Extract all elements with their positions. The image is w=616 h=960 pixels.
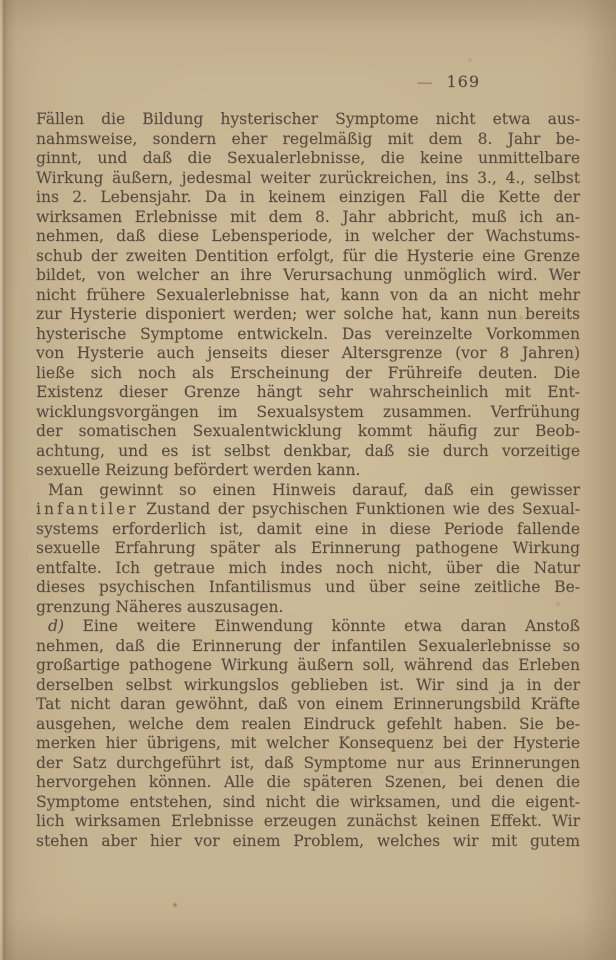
text-segment: zur Hysterie disponiert werden; wer solche hat, kann nun bereits	[36, 305, 580, 323]
text-segment: stehen aber hier vor einem Problem, welches wir mit gutem	[36, 831, 580, 850]
text-segment: schub der zweiten Dentition erfolgt, für die Hysterie eine Grenze	[36, 246, 580, 265]
text-segment: bildet, von welcher an ihre Verursachung unmöglich wird. Wer	[36, 266, 580, 284]
text-line	[36, 422, 580, 442]
text-segment: ließe sich noch als Erscheinung der Frühreife deuten. Die	[36, 363, 580, 382]
text-line	[36, 130, 580, 150]
text-line	[36, 383, 580, 403]
text-segment: entfalte. Ich getraue mich indes noch nicht, über die Natur	[36, 558, 580, 577]
text-segment: systems erforderlich ist, damit eine in diese Periode fallende	[36, 519, 580, 538]
text-line	[36, 403, 580, 423]
text-segment: dieses psychischen Infantilismus und über seine zeitliche Be-	[36, 578, 580, 596]
text-line	[36, 500, 580, 520]
text-segment: Zustand der psychischen Funktionen wie des Sexual-	[138, 500, 580, 518]
text-segment: der somatischen Sexualentwicklung kommt häufig zur Beob-	[36, 422, 580, 440]
text-segment-spaced: infantiler	[36, 500, 139, 518]
text-line	[36, 793, 580, 813]
page-number: 169	[446, 72, 480, 91]
text-segment: nicht frühere Sexualerlebnisse hat, kann von da an nicht mehr	[36, 285, 580, 304]
text-segment: nahmsweise, sondern eher regelmäßig mit dem 8. Jahr be-	[36, 129, 580, 148]
text-line	[36, 832, 580, 852]
text-segment: Eine weitere Einwendung könnte etwa daran Anstoß	[63, 617, 580, 635]
text-line	[36, 812, 580, 832]
text-segment: sexuelle Reizung befördert werden kann.	[36, 461, 361, 479]
text-segment: nehmen, daß diese Lebensperiode, in welcher der Wachstums-	[36, 227, 580, 245]
text-segment: Symptome entstehen, sind nicht die wirksamen, und die eigent-	[36, 792, 580, 811]
text-segment: grenzung Näheres auszusagen.	[36, 597, 284, 616]
text-segment: ausgehen, welche dem realen Eindruck gefehlt haben. Sie be-	[36, 714, 580, 733]
text-line	[36, 637, 580, 657]
text-segment: Existenz dieser Grenze hängt sehr wahrscheinlich mit Ent-	[36, 383, 580, 401]
text-line	[36, 266, 580, 286]
text-line	[36, 715, 580, 735]
text-line	[36, 286, 580, 306]
text-line	[36, 695, 580, 715]
page-header	[416, 73, 480, 91]
header-dash: —	[416, 72, 433, 91]
text-segment: großartige pathogene Wirkung äußern soll, während das Erleben	[36, 656, 580, 674]
text-line	[36, 461, 580, 481]
text-segment: ins 2. Lebensjahr. Da in keinem einzigen Fall die Kette der	[36, 188, 580, 206]
text-segment: der Satz durchgeführt ist, daß Symptome nur aus Erinnerungen	[36, 753, 580, 772]
text-line	[36, 442, 580, 462]
text-segment: lich wirksamen Erlebnisse erzeugen zunächst keinen Effekt. Wir	[36, 812, 580, 830]
text-segment: von Hysterie auch jenseits dieser Altersgrenze (vor 8 Jahren)	[36, 344, 580, 362]
text-line	[36, 227, 580, 247]
page-text	[36, 110, 580, 851]
text-segment: merken hier übrigens, mit welcher Konsequenz bei der Hysterie	[36, 734, 580, 752]
text-segment: Tat nicht daran gewöhnt, daß von einem Erinnerungsbild Kräfte	[36, 695, 580, 713]
text-line	[36, 169, 580, 189]
text-segment: Man gewinnt so einen Hinweis darauf, daß ein gewisser	[48, 480, 580, 499]
text-line	[36, 344, 580, 364]
text-line	[36, 364, 580, 384]
text-segment: nehmen, daß die Erinnerung der infantilen Sexualerlebnisse so	[36, 636, 580, 655]
text-line	[36, 656, 580, 676]
text-line	[36, 325, 580, 345]
text-line	[36, 617, 580, 637]
text-line	[36, 481, 580, 501]
text-segment: Fällen die Bildung hysterischer Symptome nicht etwa aus-	[36, 110, 580, 128]
text-segment: sexuelle Erfahrung später als Erinnerung pathogene Wirkung	[36, 539, 580, 557]
text-line	[36, 149, 580, 169]
text-segment: hysterische Symptome entwickeln. Das vereinzelte Vorkommen	[36, 324, 580, 343]
text-line	[36, 208, 580, 228]
text-line	[36, 773, 580, 793]
text-segment: wicklungsvorgängen im Sexualsystem zusammen. Verfrühung	[36, 402, 580, 421]
text-segment: derselben selbst wirkungslos geblieben ist. Wir sind ja in der	[36, 675, 580, 694]
text-line	[36, 734, 580, 754]
text-segment: wirksamen Erlebnisse mit dem 8. Jahr abbricht, muß ich an-	[36, 207, 580, 226]
text-segment-italic: d)	[48, 617, 64, 635]
text-line	[36, 559, 580, 579]
text-line	[36, 676, 580, 696]
text-line	[36, 520, 580, 540]
text-line	[36, 754, 580, 774]
text-line	[36, 247, 580, 267]
text-segment: ginnt, und daß die Sexualerlebnisse, die keine unmittelbare	[36, 149, 580, 167]
text-line	[36, 305, 580, 325]
text-segment: hervorgehen können. Alle die späteren Szenen, bei denen die	[36, 773, 580, 791]
text-segment: Wirkung äußern, jedesmal weiter zurückreichen, ins 3., 4., selbst	[36, 168, 580, 187]
text-line	[36, 539, 580, 559]
text-line	[36, 578, 580, 598]
text-line	[36, 110, 580, 130]
text-line	[36, 188, 580, 208]
text-line	[36, 598, 580, 618]
text-segment: achtung, und es ist selbst denkbar, daß sie durch vorzeitige	[36, 441, 580, 460]
